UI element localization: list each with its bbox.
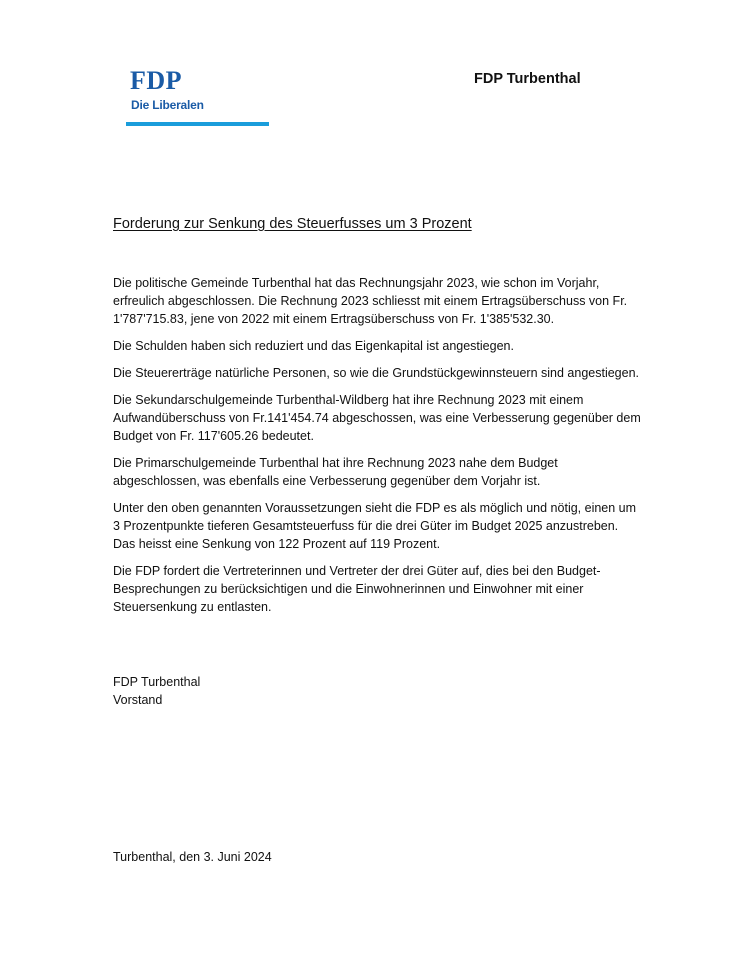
fdp-logo: [126, 68, 269, 126]
logo-tagline: Die Liberalen: [131, 98, 204, 112]
paragraph: Die Schulden haben sich reduziert und das Eigenkapital ist angestiegen.: [113, 339, 514, 353]
header-organization: FDP Turbenthal: [474, 71, 581, 87]
paragraph: Die Sekundarschulgemeinde Turbenthal-Wildberg hat ihre Rechnung 2023 mit einem Aufwandüberschuss von Fr.141'454.74 abgeschossen, was eine Verbesserung gegenüber dem Budget von Fr. 117'605.26 bedeutet.: [113, 393, 641, 443]
document-body: [113, 274, 643, 625]
paragraph: Die Steuererträge natürliche Personen, so wie die Grundstückgewinnsteuern sind angestiegen.: [113, 366, 640, 380]
document-title: Forderung zur Senkung des Steuerfusses um 3 Prozent: [113, 216, 472, 232]
paragraph: Die politische Gemeinde Turbenthal hat das Rechnungsjahr 2023, wie schon im Vorjahr, erfreulich abgeschlossen. Die Rechnung 2023 schliesst mit einem Ertragsüberschuss von Fr. 1'787'715.83, jene von 2022 mit einem Ertragsüberschuss von Fr. 1'385'532.30.: [113, 276, 628, 326]
logo-wordmark: FDP: [130, 66, 183, 95]
signature-block: [113, 673, 200, 709]
paragraph: Unter den oben genannten Voraussetzungen sieht die FDP es als möglich und nötig, einen um 3 Prozentpunkte tieferen Gesamtsteuerfuss für die drei Güter im Budget 2025 anzustreben. Das heisst eine Senkung von 122 Prozent auf 119 Prozent.: [113, 501, 637, 551]
paragraph: Die FDP fordert die Vertreterinnen und Vertreter der drei Güter auf, dies bei den Budget-Besprechungen zu berücksichtigen und die Einwohnerinnen und Einwohner mit einer Steuersenkung zu entlasten.: [113, 564, 601, 614]
logo-underline-bar: [126, 122, 269, 126]
signature-role: Vorstand: [113, 693, 163, 707]
date-line: Turbenthal, den 3. Juni 2024: [113, 850, 272, 864]
signature-name: FDP Turbenthal: [113, 675, 201, 689]
paragraph: Die Primarschulgemeinde Turbenthal hat ihre Rechnung 2023 nahe dem Budget abgeschlossen, was ebenfalls eine Verbesserung gegenüber dem Vorjahr ist.: [113, 456, 558, 488]
